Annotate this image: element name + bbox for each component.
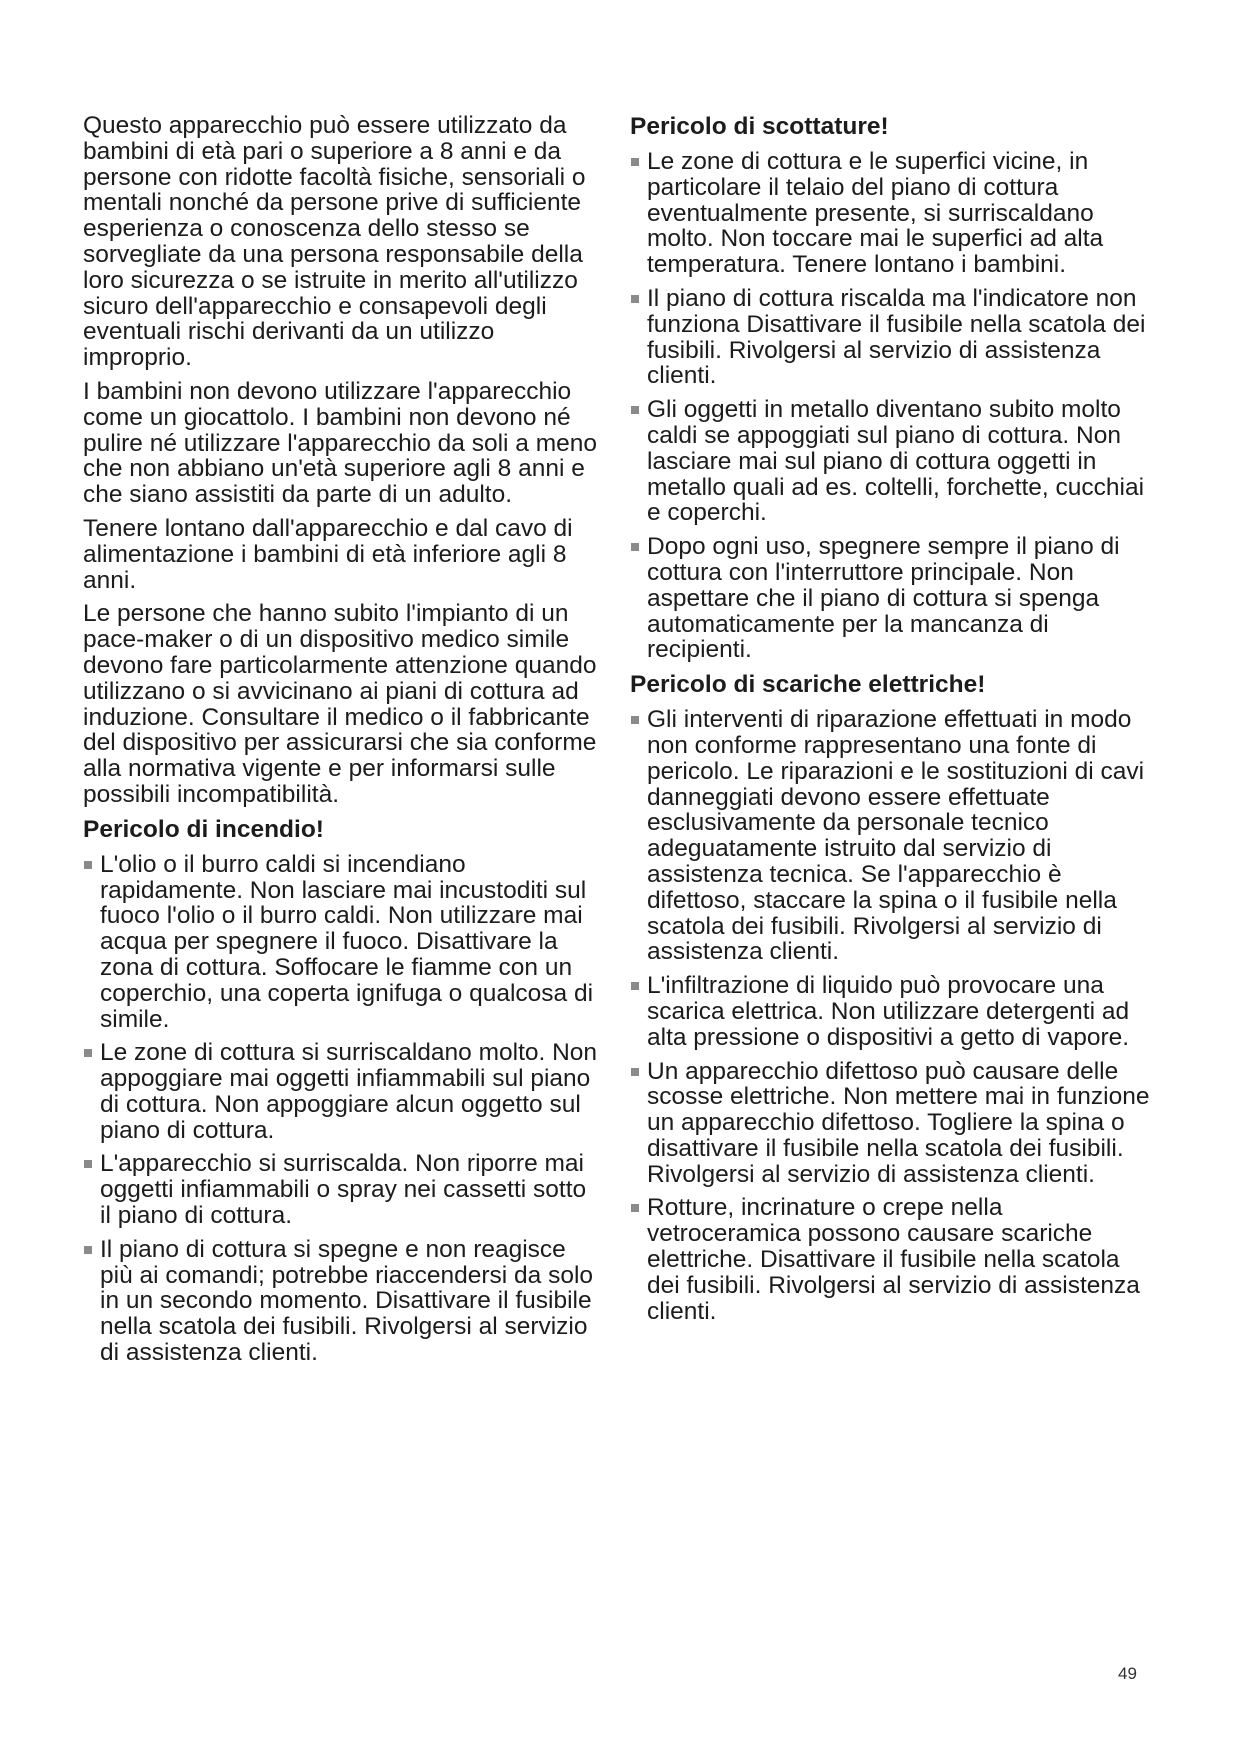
paragraph-usage-children: Questo apparecchio può essere utilizzato da bambini di età pari o superiore a 8 anni e da persone con ridotte facoltà fisiche, sensoriali o mentali nonché da persone prive di sufficiente esperienza o conoscenza dello stesso se sorvegliate da una persona responsabile della loro sicurezza o se istruite in merito all'utilizzo sicuro dell'apparecchio e consapevoli degli eventuali rischi derivanti da un utilizzo improprio.: [83, 112, 586, 372]
list-item-text: Gli interventi di riparazione effettuati in modo non conforme rappresentano una fonte di pericolo. Le riparazioni e le sostituzioni di cavi danneggiati devono essere effettuate esclusivamente da personale tecnico adeguatamente istruito dal servizio di assistenza tecnica. Se l'apparecchio è difettoso, staccare la spina o il fusibile nella scatola dei fusibili. Rivolgersi al servizio di assistenza clienti.: [647, 706, 1145, 966]
right-column: [630, 113, 1150, 1332]
square-bullet-icon: [631, 982, 639, 990]
list-item: [83, 1237, 603, 1366]
burn-danger-list: [630, 149, 1150, 663]
page-number: 49: [1118, 1664, 1137, 1683]
square-bullet-icon: [84, 1049, 92, 1057]
list-item-text: L'infiltrazione di liquido può provocare una scarica elettrica. Non utilizzare detergenti ad alta pressione o dispositivi a getto di vapore.: [647, 972, 1130, 1051]
electric-danger-heading: Pericolo di scariche elettriche!: [630, 671, 986, 699]
list-item-text: Un apparecchio difettoso può causare delle scosse elettriche. Non mettere mai in funzione un apparecchio difettoso. Togliere la spina o disattivare il fusibile nella scatola dei fusibili. Rivolgersi al servizio di assistenza clienti.: [647, 1057, 1150, 1188]
fire-danger-heading: Pericolo di incendio!: [83, 815, 324, 843]
list-item-text: Rotture, incrinature o crepe nella vetroceramica possono causare scariche elettriche. Disattivare il fusibile nella scatola dei fusibili. Rivolgersi al servizio di assistenza clienti.: [647, 1194, 1140, 1325]
list-item: [83, 1151, 603, 1228]
left-column: [83, 113, 603, 1374]
square-bullet-icon: [631, 406, 639, 414]
list-item: [630, 149, 1150, 278]
square-bullet-icon: [631, 543, 639, 551]
list-item-text: L'apparecchio si surriscalda. Non riporre mai oggetti infiammabili o spray nei cassetti sotto il piano di cottura.: [100, 1150, 587, 1230]
list-item: [630, 534, 1150, 663]
list-item-text: Le zone di cottura si surriscaldano molto. Non appoggiare mai oggetti infiammabili sul piano di cottura. Non appoggiare alcun oggetto sul piano di cottura.: [100, 1039, 598, 1144]
list-item-text: Gli oggetti in metallo diventano subito molto caldi se appoggiati sul piano di cottura. Non lasciare mai sul piano di cottura oggetti in metallo quali ad es. coltelli, forchette, cucchiai e coperchi.: [647, 396, 1145, 527]
list-item: [630, 286, 1150, 389]
square-bullet-icon: [84, 861, 92, 869]
list-item: [83, 852, 603, 1033]
square-bullet-icon: [631, 295, 639, 303]
list-item-text: Le zone di cottura e le superfici vicine, in particolare il telaio del piano di cottura eventualmente presente, si surriscaldano molto. Non toccare mai le superfici ad alta temperatura. Tenere lontano i bambini.: [647, 148, 1104, 279]
square-bullet-icon: [631, 1068, 639, 1076]
list-item: [630, 707, 1150, 965]
list-item-text: L'olio o il burro caldi si incendiano rapidamente. Non lasciare mai incustoditi sul fuoco l'olio o il burro caldi. Non utilizzare mai acqua per spegnere il fuoco. Disattivare la zona di cottura. Soffocare le fiamme con un coperchio, una coperta ignifuga o qualcosa di simile.: [100, 850, 594, 1033]
square-bullet-icon: [631, 716, 639, 724]
square-bullet-icon: [631, 158, 639, 166]
paragraph-children-toy: I bambini non devono utilizzare l'apparecchio come un giocattolo. I bambini non devono né pulire né utilizzare l'apparecchio da soli a meno che non abbiano un'età superiore agli 8 anni e che siano assistiti da parte di un adulto.: [83, 377, 598, 509]
list-item: [83, 1040, 603, 1143]
fire-danger-list: [83, 852, 603, 1366]
list-item: [630, 1195, 1150, 1324]
square-bullet-icon: [631, 1204, 639, 1212]
burn-danger-heading: Pericolo di scottature!: [630, 113, 889, 140]
square-bullet-icon: [84, 1160, 92, 1168]
electric-danger-list: [630, 707, 1150, 1324]
list-item-text: Il piano di cottura riscalda ma l'indicatore non funziona Disattivare il fusibile nella scatola dei fusibili. Rivolgersi al servizio di assistenza clienti.: [647, 284, 1146, 390]
list-item: [630, 1059, 1150, 1188]
paragraph-keep-away: Tenere lontano dall'apparecchio e dal cavo di alimentazione i bambini di età inferiore agli 8 anni.: [83, 514, 573, 594]
list-item: [630, 397, 1150, 526]
paragraph-pacemaker: Le persone che hanno subito l'impianto di un pace-maker o di un dispositivo medico simile devono fare particolarmente attenzione quando utilizzano o si avvicinano ai piani di cottura ad induzione. Consultare il medico o il fabbricante del dispositivo per assicurarsi che sia conforme alla normativa vigente e per informarsi sulle possibili incompatibilità.: [83, 600, 597, 808]
list-item: [630, 973, 1150, 1050]
list-item-text: Dopo ogni uso, spegnere sempre il piano di cottura con l'interruttore principale. Non aspettare che il piano di cottura si spenga automaticamente per la mancanza di recipienti.: [647, 533, 1120, 664]
list-item-text: Il piano di cottura si spegne e non reagisce più ai comandi; potrebbe riaccendersi da solo in un secondo momento. Disattivare il fusibile nella scatola dei fusibili. Rivolgersi al servizio di assistenza clienti.: [100, 1235, 594, 1367]
square-bullet-icon: [84, 1246, 92, 1254]
